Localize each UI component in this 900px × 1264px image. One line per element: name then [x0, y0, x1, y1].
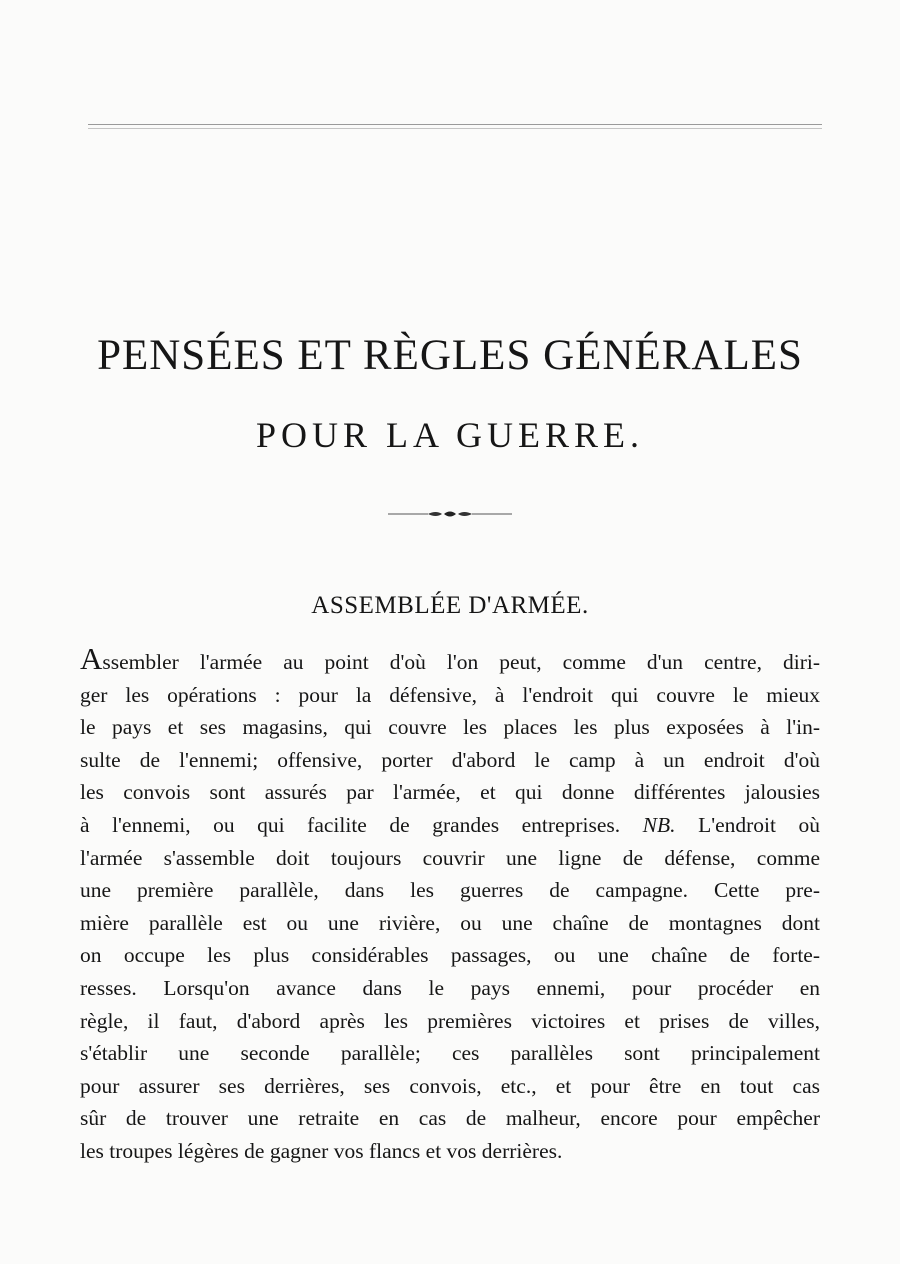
text-line: sulte de l'ennemi; offensive, porter d'abord le camp à un endroit d'où: [80, 747, 820, 772]
text-line: une première parallèle, dans les guerres de campagne. Cette pre-: [80, 878, 820, 903]
text-line: Assembler l'armée au point d'où l'on peut, comme d'un centre, diri-: [80, 641, 820, 676]
text-line: s'établir une seconde parallèle; ces parallèles sont principalement: [80, 1041, 820, 1066]
text-line: pour assurer ses derrières, ses convois, etc., et pour être en tout cas: [80, 1073, 820, 1098]
page-title: PENSÉES ET RÈGLES GÉNÉRALES: [97, 332, 803, 379]
page-subtitle: POUR LA GUERRE.: [255, 415, 645, 455]
text-line: le pays et ses magasins, qui couvre les places les plus exposées à l'in-: [80, 715, 820, 740]
text-line: resses. Lorsqu'on avance dans le pays ennemi, pour procéder en: [80, 975, 820, 1000]
text-line: à l'ennemi, ou qui facilite de grandes entreprises. NB. L'endroit où: [80, 812, 821, 837]
top-double-rule: [88, 124, 822, 130]
text-line: ger les opérations : pour la défensive, à l'endroit qui couvre le mieux: [80, 682, 820, 707]
text-line: les troupes légères de gagner vos flancs et vos derrières.: [80, 1138, 563, 1163]
section-heading: ASSEMBLÉE D'ARMÉE.: [311, 592, 589, 619]
body-paragraph: [80, 641, 821, 1168]
text-line: on occupe les plus considérables passages, ou une chaîne de forte-: [80, 943, 820, 968]
text-line: sûr de trouver une retraite en cas de malheur, encore pour empêcher: [80, 1106, 820, 1131]
text-line: règle, il faut, d'abord après les premières victoires et prises de villes,: [80, 1008, 820, 1033]
text-line: l'armée s'assemble doit toujours couvrir une ligne de défense, comme: [80, 845, 820, 870]
nb-label: NB.: [642, 812, 676, 837]
ornament-divider-icon: [388, 507, 512, 521]
text-line: les convois sont assurés par l'armée, et qui donne différentes jalousies: [80, 780, 820, 805]
drop-cap: A: [80, 641, 103, 676]
text-line: mière parallèle est ou une rivière, ou une chaîne de montagnes dont: [80, 910, 820, 935]
